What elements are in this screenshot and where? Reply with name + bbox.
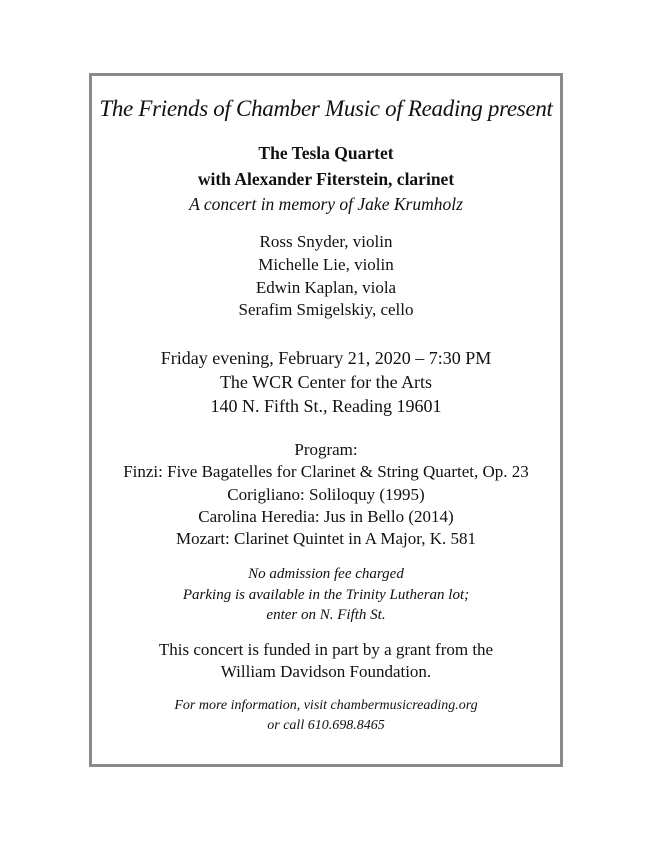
program-work: Finzi: Five Bagatelles for Clarinet & String Quartet, Op. 23 [123, 462, 529, 481]
member-violin-1: Ross Snyder, violin [259, 232, 393, 251]
guest-artist: with Alexander Fiterstein, clarinet [197, 169, 455, 189]
program-work: Corigliano: Soliloquy (1995) [227, 485, 425, 504]
memorial-dedication: A concert in memory of Jake Krumholz [189, 194, 463, 214]
contact-line-2: or call 610.698.8465 [267, 718, 385, 733]
contact-line-1: For more information, visit chambermusicreading.org [174, 698, 478, 713]
program-work: Carolina Heredia: Jus in Bello (2014) [198, 507, 454, 526]
admission-note: No admission fee charged [248, 566, 404, 582]
program-heading: Program: [294, 440, 358, 459]
member-violin-2: Michelle Lie, violin [258, 255, 394, 274]
member-viola: Edwin Kaplan, viola [255, 278, 397, 297]
program-work: Mozart: Clarinet Quintet in A Major, K. 581 [175, 529, 477, 548]
event-address: 140 N. Fifth St., Reading 19601 [210, 396, 442, 416]
funding-line-1: This concert is funded in part by a grant from the [158, 640, 494, 659]
funding-line-2: William Davidson Foundation. [220, 662, 432, 681]
event-venue: The WCR Center for the Arts [219, 372, 433, 392]
presenter-heading: The Friends of Chamber Music of Reading present [99, 96, 553, 121]
parking-note-line-2: enter on N. Fifth St. [266, 607, 386, 623]
ensemble-name: The Tesla Quartet [258, 143, 394, 163]
event-datetime: Friday evening, February 21, 2020 – 7:30 PM [160, 348, 492, 368]
member-cello: Serafim Smigelskiy, cello [238, 300, 414, 319]
parking-note-line-1: Parking is available in the Trinity Lutheran lot; [182, 587, 470, 603]
